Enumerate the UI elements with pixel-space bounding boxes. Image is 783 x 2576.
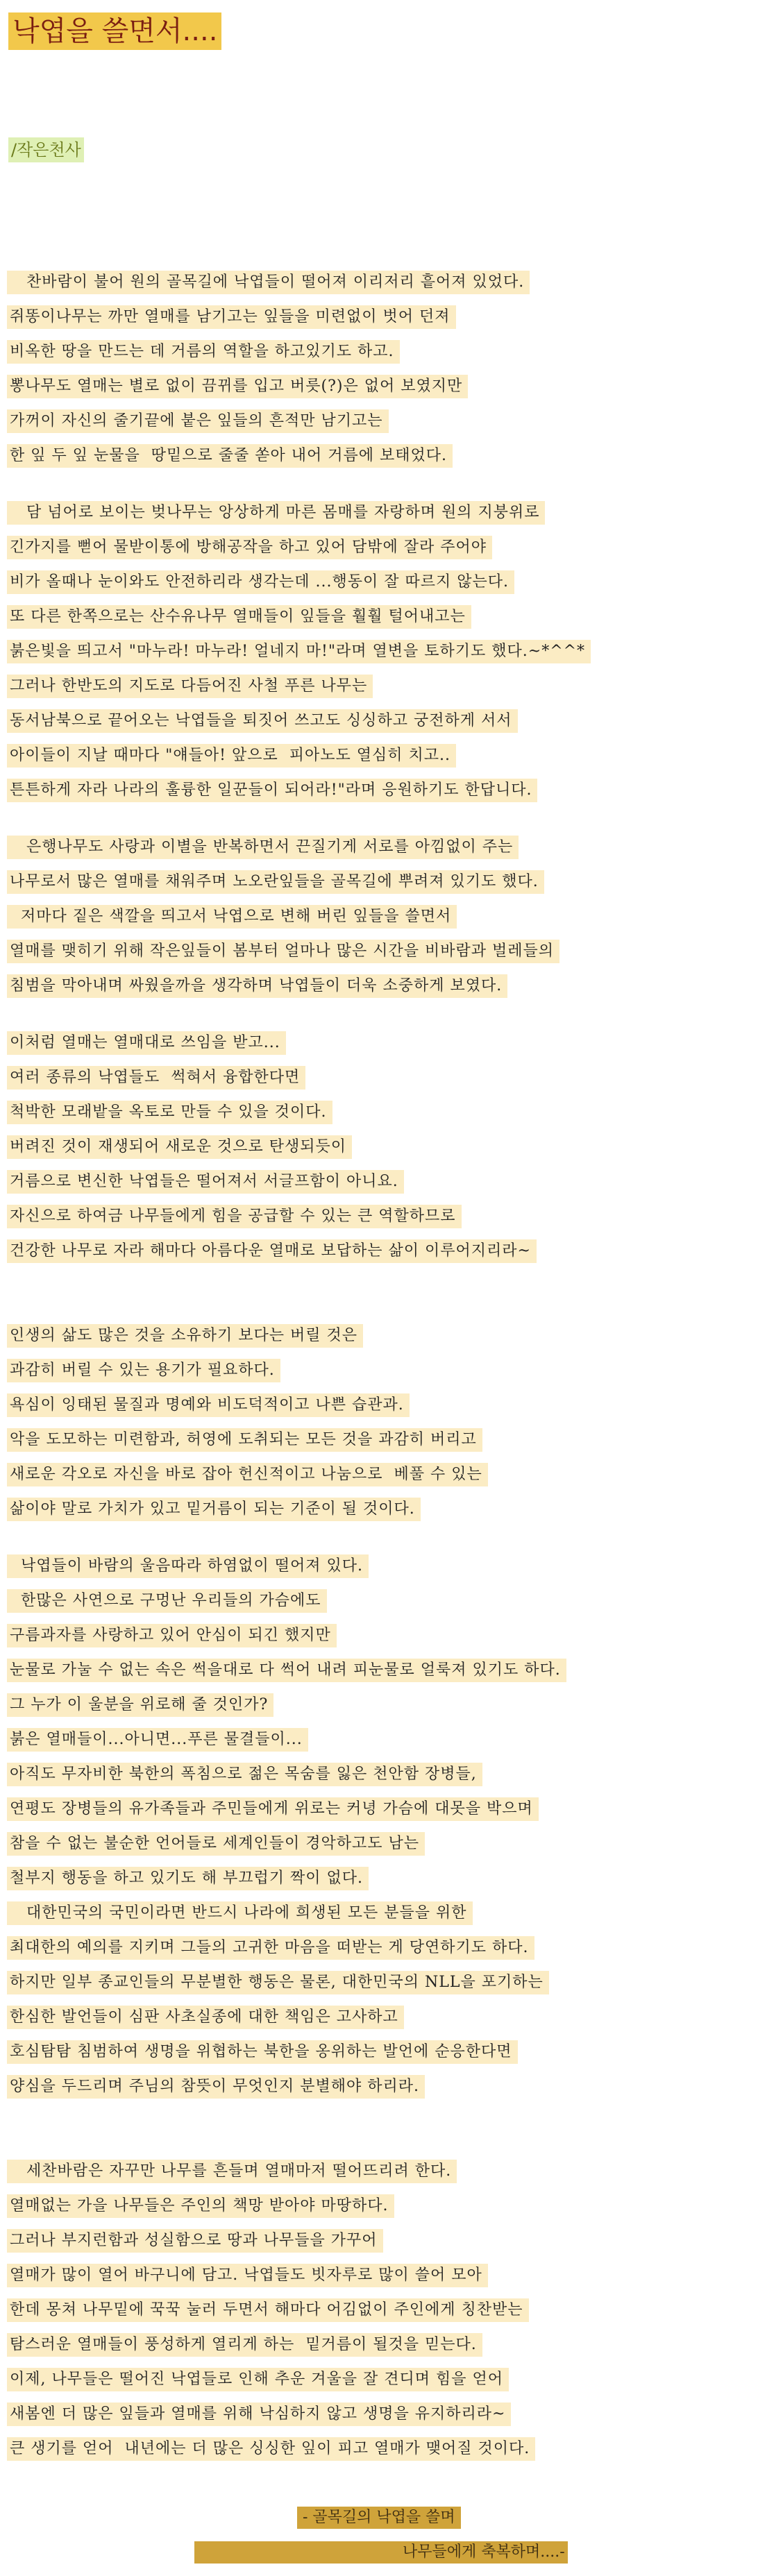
text-line: 삶이야 말로 가치가 있고 밑거름이 되는 기준이 될 것이다. bbox=[7, 1498, 421, 1521]
text-line: 낙엽들이 바람의 울음따라 하염없이 떨어져 있다. bbox=[7, 1554, 369, 1578]
text-line: 여러 종류의 낙엽들도 썩혀서 융합한다면 bbox=[7, 1066, 305, 1090]
text-line: 뽕나무도 열매는 별로 없이 끔뀌를 입고 버릇(?)은 없어 보였지만 bbox=[7, 375, 468, 398]
text-line: 담 넘어로 보이는 벚나무는 앙상하게 마른 몸매를 자랑하며 원의 지붕위로 bbox=[7, 501, 545, 525]
text-line: 세찬바람은 자꾸만 나무를 흔들며 열매마저 떨어뜨리려 한다. bbox=[7, 2160, 457, 2183]
text-line: 한데 몽쳐 나무밑에 꾹꾹 눌러 두면서 해마다 어김없이 주인에게 칭찬받는 bbox=[7, 2298, 529, 2322]
signature-line-1: - 골목길의 낙엽을 쓸며 bbox=[297, 2507, 461, 2529]
text-line: 튼튼하게 자라 나라의 훌륭한 일꾼들이 되어라!"라며 응원하기도 한답니다. bbox=[7, 779, 537, 802]
author-name: /작은천사 bbox=[8, 137, 84, 162]
text-line: 그러나 한반도의 지도로 다듬어진 사철 푸른 나무는 bbox=[7, 675, 373, 698]
text-line: 붉은빛을 띄고서 "마누라! 마누라! 얼네지 마!"라며 열변을 토하기도 했다.~*^^* bbox=[7, 640, 591, 663]
text-line: 인생의 삶도 많은 것을 소유하기 보다는 버릴 것은 bbox=[7, 1324, 363, 1348]
text-line: 가꺼이 자신의 줄기끝에 붙은 잎들의 흔적만 남기고는 bbox=[7, 409, 389, 433]
paragraph bbox=[7, 271, 776, 479]
text-line: 그 누가 이 울분을 위로해 줄 것인가? bbox=[7, 1693, 273, 1717]
text-line: 침범을 막아내며 싸웠을까을 생각하며 낙엽들이 더욱 소중하게 보였다. bbox=[7, 974, 507, 998]
text-line: 호심탐탐 침범하여 생명을 위협하는 북한을 옹위하는 발언에 순응한다면 bbox=[7, 2040, 518, 2064]
text-line: 참을 수 없는 불순한 언어들로 세계인들이 경악하고도 남는 bbox=[7, 1832, 425, 1856]
paragraph bbox=[7, 1554, 776, 2110]
text-line: 저마다 짙은 색깔을 띄고서 낙엽으로 변해 버린 잎들을 쓸면서 bbox=[7, 905, 457, 929]
text-line: 악을 도모하는 미련함과, 허영에 도취되는 모든 것을 과감히 버리고 bbox=[7, 1428, 482, 1452]
text-line: 그러나 부지런함과 성실함으로 땅과 나무들을 가꾸어 bbox=[7, 2229, 383, 2253]
text-line: 대한민국의 국민이라면 반드시 나라에 희생된 모든 분들을 위한 bbox=[7, 1901, 473, 1925]
text-line: 은행나무도 사랑과 이별을 반복하면서 끈질기게 서로를 아낌없이 주는 bbox=[7, 836, 519, 859]
text-line: 최대한의 예의를 지키며 그들의 고귀한 마음을 떠받는 게 당연하기도 하다. bbox=[7, 1936, 534, 1960]
text-line: 동서남북으로 끝어오는 낙엽들을 퇴짓어 쓰고도 싱싱하고 궁전하게 서서 bbox=[7, 709, 518, 733]
paragraph bbox=[7, 1324, 776, 1532]
page-title: 낙엽을 쓸면서.... bbox=[8, 12, 221, 50]
text-line: 이제, 나무들은 떨어진 낙엽들로 인해 추운 겨울을 잘 견디며 힘을 얻어 bbox=[7, 2368, 509, 2391]
text-line: 구름과자를 사랑하고 있어 안심이 되긴 했지만 bbox=[7, 1624, 337, 1647]
text-line: 하지만 일부 종교인들의 무분별한 행동은 물론, 대한민국의 NLL을 포기하는 bbox=[7, 1971, 549, 1994]
text-line: 또 다른 한쪽으로는 산수유나무 열매들이 잎들을 훨훨 털어내고는 bbox=[7, 605, 471, 629]
text-line: 척박한 모래밭을 옥토로 만들 수 있을 것이다. bbox=[7, 1101, 332, 1124]
text-line: 찬바람이 불어 원의 골목길에 낙엽들이 떨어져 이리저리 흩어져 있었다. bbox=[7, 271, 530, 294]
text-line: 붉은 열매들이...아니면...푸른 물결들이... bbox=[7, 1728, 308, 1752]
text-line: 비가 올때나 눈이와도 안전하리라 생각는데 ...행동이 잘 따르지 않는다. bbox=[7, 570, 514, 594]
text-line: 큰 생기를 얻어 내년에는 더 많은 싱싱한 잎이 피고 열매가 맺어질 것이다. bbox=[7, 2437, 535, 2461]
paragraph bbox=[7, 836, 776, 1009]
text-line: 한 잎 두 잎 눈물을 땅밑으로 줄줄 쏟아 내어 거름에 보태었다. bbox=[7, 444, 453, 468]
text-line: 자신으로 하여금 나무들에게 힘을 공급할 수 있는 큰 역할하므로 bbox=[7, 1205, 462, 1228]
text-line: 눈물로 가눌 수 없는 속은 썩을대로 다 썩어 내려 피눈물로 얼룩져 있기도 하다. bbox=[7, 1659, 566, 1682]
paragraph bbox=[7, 501, 776, 813]
text-line: 한많은 사연으로 구멍난 우리들의 가슴에도 bbox=[7, 1589, 327, 1613]
text-line: 새로운 각오로 자신을 바로 잡아 헌신적이고 나눔으로 베풀 수 있는 bbox=[7, 1463, 488, 1486]
text-line: 비옥한 땅을 만드는 데 거름의 역할을 하고있기도 하고. bbox=[7, 340, 400, 364]
text-line: 한심한 발언들이 심판 사초실종에 대한 책임은 고사하고 bbox=[7, 2006, 404, 2029]
paragraph bbox=[7, 2160, 776, 2472]
text-line: 버려진 것이 재생되어 새로운 것으로 탄생되듯이 bbox=[7, 1135, 352, 1159]
text-line: 열매가 많이 열어 바구니에 담고. 낙엽들도 빗자루로 많이 쓸어 모아 bbox=[7, 2264, 488, 2287]
text-line: 이처럼 열매는 열매대로 쓰임을 받고... bbox=[7, 1031, 286, 1055]
text-line: 아직도 무자비한 북한의 폭침으로 젊은 목숨를 잃은 천안함 장병들, bbox=[7, 1763, 482, 1786]
text-line: 연평도 장병들의 유가족들과 주민들에게 위로는 커녕 가슴에 대못을 박으며 bbox=[7, 1797, 539, 1821]
text-line: 쥐똥이나무는 까만 열매를 남기고는 잎들을 미련없이 벗어 던져 bbox=[7, 305, 456, 329]
text-line: 열매를 맺히기 위해 작은잎들이 봄부터 얼마나 많은 시간을 비바람과 벌레들의 bbox=[7, 940, 559, 963]
article-body bbox=[7, 271, 776, 2472]
text-line: 욕심이 잉태된 물질과 명예와 비도덕적이고 나쁜 습관과. bbox=[7, 1393, 410, 1417]
text-line: 건강한 나무로 자라 해마다 아름다운 열매로 보답하는 삶이 이루어지리라~ bbox=[7, 1239, 537, 1263]
text-line: 탐스러운 열매들이 풍성하게 열리게 하는 밑거름이 될것을 믿는다. bbox=[7, 2333, 482, 2357]
text-line: 긴가지를 뻗어 물받이통에 방해공작을 하고 있어 담밖에 잘라 주어야 bbox=[7, 536, 492, 559]
text-line: 양심을 두드리며 주님의 참뜻이 무엇인지 분별해야 하리라. bbox=[7, 2075, 425, 2099]
signature-line-2: 나무들에게 축복하며....- bbox=[194, 2541, 568, 2564]
text-line: 나무로서 많은 열매를 채워주며 노오란잎들을 골목길에 뿌려져 있기도 했다. bbox=[7, 870, 544, 894]
text-line: 거름으로 변신한 낙엽들은 떨어져서 서글프함이 아니요. bbox=[7, 1170, 404, 1194]
text-line: 철부지 행동을 하고 있기도 해 부끄럽기 짝이 없다. bbox=[7, 1867, 369, 1890]
text-line: 새봄엔 더 많은 잎들과 열매를 위해 낙심하지 않고 생명을 유지하리라~ bbox=[7, 2403, 511, 2426]
paragraph bbox=[7, 1031, 776, 1274]
text-line: 아이들이 지날 때마다 "얘들아! 앞으로 피아노도 열심히 치고.. bbox=[7, 744, 456, 768]
text-line: 열매없는 가을 나무들은 주인의 책망 받아야 마땅하다. bbox=[7, 2194, 394, 2218]
text-line: 과감히 버릴 수 있는 용기가 필요하다. bbox=[7, 1359, 280, 1382]
